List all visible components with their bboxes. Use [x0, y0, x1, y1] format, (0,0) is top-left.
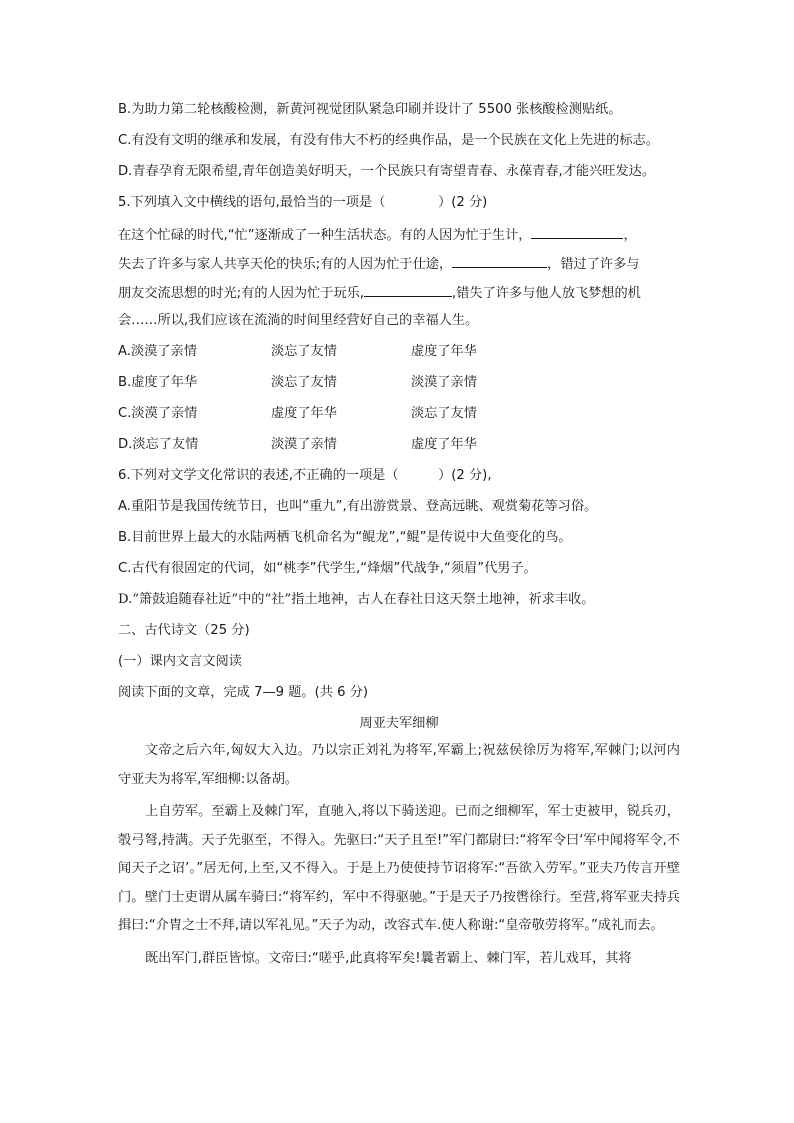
q5-passage-line-4: 会……所以,我们应该在流淌的时间里经营好自己的幸福人生。 — [118, 313, 479, 328]
q5-option-cell: 虚度了年华 — [411, 344, 477, 359]
passage-paragraph-1: 文帝之后六年,匈奴大入边。乃以宗正刘礼为将军,军霸上;祝兹侯徐厉为将军,军棘门;以河内守亚夫为将军,军细柳:以备胡。 — [118, 743, 680, 787]
q6-option-d: D.“箫鼓追随春社近”中的“社”指土地神，古人在春社日这天祭土地神，祈求丰收。 — [118, 592, 595, 607]
passage-title: 周亚夫军细柳 — [359, 716, 439, 731]
q5-option-cell: 虚度了年华 — [271, 406, 337, 421]
q5-option-cell: A.淡漠了亲情 — [118, 344, 197, 359]
q6-stem: 6.下列对文学文化常识的表述,不正确的一项是（ ）(2 分), — [118, 468, 492, 483]
q6-option-c: C.古代有很固定的代词，如“桃李”代学生,“烽烟”代战争,“须眉”代男子。 — [118, 561, 537, 576]
q5-stem: 5.下列填入文中横线的语句,最恰当的一项是（ ）(2 分) — [118, 195, 488, 210]
q5-option-cell: 淡忘了友情 — [271, 344, 337, 359]
answer-blank-2 — [452, 253, 547, 268]
q5-option-cell: B.虚度了年华 — [118, 375, 198, 390]
passage-paragraph-2: 上自劳军。至霸上及棘门军，直驰入,将以下骑送迎。已而之细柳军，军士吏被甲，锐兵刃，彀弓弩,持满。天子先驱至，不得入。先驱曰:“天子且至!”军门都尉曰:“将军令曰‘军中闻将军令,不闻天子之诏’。”居无何,上至,又不得入。于是上乃使使持节诏将军:“吾欲入劳军。”亚夫乃传言开壁门。壁门士吏谓从属车骑曰:“将军约，军中不得驱驰。”于是天子乃按辔徐行。至营,将军亚夫持兵揖曰:“介胄之士不拜,请以军礼见。”天子为动，改容式车.使人称谢:“皇帝敬劳将军。”成礼而去。 — [118, 804, 680, 933]
q5-option-row — [118, 404, 680, 423]
answer-blank-1 — [531, 224, 623, 239]
q6-option-b: B.目前世界上最大的水陆两栖飞机命名为“鲲龙”,“鲲”是传说中大鱼变化的鸟。 — [118, 530, 572, 545]
q4-option-c: C.有没有文明的继承和发展，有没有伟大不朽的经典作品，是一个民族在文化上先进的标志。 — [118, 133, 659, 148]
exam-page — [118, 100, 680, 973]
q4-option-d: D.青春孕育无限希望,青年创造美好明天，一个民族只有寄望青春、永葆青春,才能兴旺发达。 — [118, 164, 656, 179]
q5-passage-line-3 — [118, 282, 680, 303]
q5-passage-text: ，错过了许多与 — [547, 257, 640, 272]
q5-passage-text: ， — [623, 228, 637, 243]
q5-option-cell: 淡漠了亲情 — [271, 437, 337, 452]
q4-option-b: B.为助力第二轮核酸检测，新黄河视觉团队紧急印刷并设计了 5500 张核酸检测贴纸。 — [118, 102, 622, 117]
q5-option-row — [118, 435, 680, 454]
subsection-heading: (一）课内文言文阅读 — [118, 654, 242, 669]
q5-option-cell: 淡忘了友情 — [411, 406, 477, 421]
q5-option-cell: 虚度了年华 — [411, 437, 477, 452]
q6-option-a: A.重阳节是我国传统节日，也叫“重九”,有出游赏景、登高远眺、观赏菊花等习俗。 — [118, 499, 598, 514]
reading-instruction: 阅读下面的文章，完成 7—9 题。(共 6 分) — [118, 685, 369, 700]
q5-passage-line-1 — [118, 224, 680, 245]
q5-passage-text: 朋友交流思想的时光;有的人因为忙于玩乐, — [118, 286, 365, 301]
q5-option-row — [118, 342, 680, 361]
q5-passage-text: 在这个忙碌的时代,“忙”逐渐成了一种生活状态。有的人因为忙于生计， — [118, 228, 532, 243]
answer-blank-3 — [364, 282, 452, 297]
q5-option-cell: 淡忘了友情 — [271, 375, 337, 390]
passage-paragraph-3: 既出军门,群臣皆惊。文帝曰:“嗟乎,此真将军矣!曩者霸上、棘门军，若儿戏耳，其将 — [145, 950, 632, 966]
q5-passage-text: 失去了许多与家人共享天伦的快乐;有的人因为忙于仕途， — [118, 257, 453, 272]
q5-passage-line-2 — [118, 253, 680, 274]
q5-option-cell: 淡漠了亲情 — [411, 375, 477, 390]
q5-option-row — [118, 373, 680, 392]
q5-passage-text: ,错失了许多与他人放飞梦想的机 — [452, 286, 641, 301]
q5-option-cell: C.淡漠了亲情 — [118, 406, 198, 421]
q5-option-cell: D.淡忘了友情 — [118, 437, 199, 452]
section-heading: 二、古代诗文（25 分) — [118, 623, 250, 638]
